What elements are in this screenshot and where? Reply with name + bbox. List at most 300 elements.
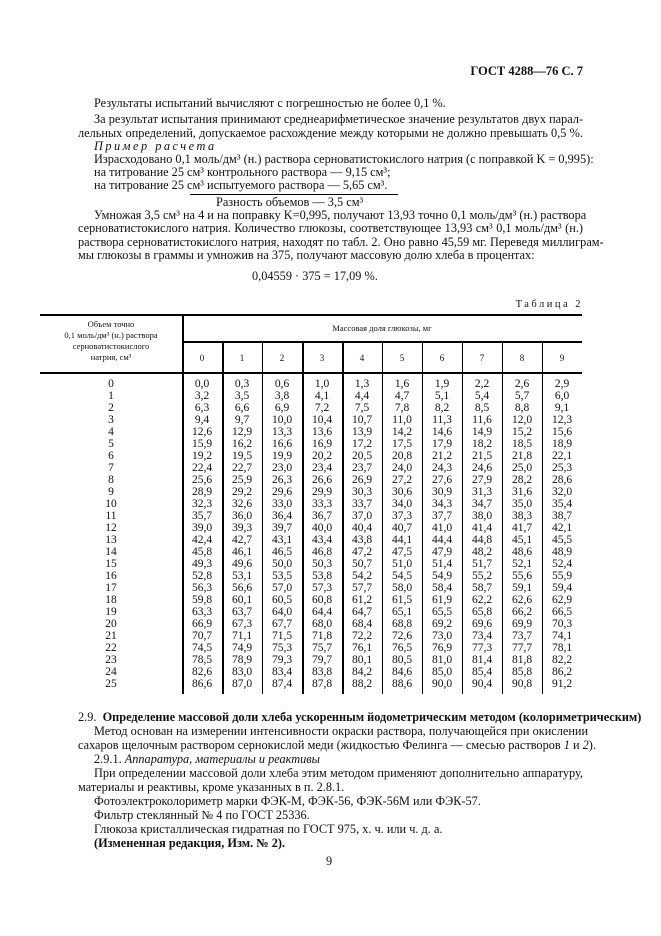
table-cell: 76,5 <box>391 642 413 654</box>
table-cell: 40,7 <box>391 522 413 534</box>
table-cell: 22,4 <box>191 462 213 474</box>
row-volume: 10 <box>105 498 117 510</box>
table-cell: 78,5 <box>191 654 213 666</box>
paragraph-line: Израсходовано 0,1 моль/дм³ (н.) раствора серноватистокислого натрия (с поправкой K = 0,995): <box>94 152 594 166</box>
column-header: 3 <box>319 353 325 363</box>
table-cell: 21,5 <box>471 450 493 462</box>
amendment-note: (Измененная редакция, Изм. № 2). <box>94 836 286 850</box>
table-cell: 80,1 <box>351 654 373 666</box>
paragraph-line: Метод основан на измерении интенсивности окраски раствора, получающейся при окислении <box>94 724 589 738</box>
table-cell: 25,0 <box>511 462 533 474</box>
table-cell: 1,9 <box>434 378 450 390</box>
table-cell: 88,2 <box>351 678 373 690</box>
table-rule <box>422 341 423 694</box>
table-cell: 87,4 <box>271 678 293 690</box>
table-cell: 32,0 <box>551 486 573 498</box>
table-cell: 6,3 <box>194 402 210 414</box>
table-cell: 42,1 <box>551 522 573 534</box>
table-cell: 73,7 <box>511 630 533 642</box>
table-cell: 45,5 <box>551 534 573 546</box>
table-cell: 81,0 <box>431 654 453 666</box>
table-cell: 4,4 <box>354 390 370 402</box>
table-cell: 36,0 <box>231 510 253 522</box>
table-cell: 68,8 <box>391 618 413 630</box>
table-cell: 61,5 <box>391 594 413 606</box>
table-cell: 48,9 <box>551 546 573 558</box>
table-cell: 57,7 <box>351 582 373 594</box>
table-cell: 7,8 <box>394 402 410 414</box>
paragraph-line: Глюкоза кристаллическая гидратная по ГОСТ 975, х. ч. или ч. д. а. <box>94 822 443 836</box>
table-cell: 44,1 <box>391 534 413 546</box>
table-cell: 15,6 <box>551 426 573 438</box>
table-cell: 29,9 <box>311 486 333 498</box>
table-cell: 16,2 <box>231 438 253 450</box>
table-cell: 50,7 <box>351 558 373 570</box>
table-cell: 73,4 <box>471 630 493 642</box>
table-cell: 8,8 <box>514 402 530 414</box>
table-cell: 50,0 <box>271 558 293 570</box>
row-volume: 6 <box>108 450 114 462</box>
table-cell: 33,0 <box>271 498 293 510</box>
table-cell: 5,1 <box>434 390 450 402</box>
table-cell: 3,5 <box>234 390 250 402</box>
row-volume: 17 <box>105 582 117 594</box>
column-header: 4 <box>359 353 365 363</box>
table-cell: 23,4 <box>311 462 333 474</box>
table-cell: 29,2 <box>231 486 253 498</box>
table-cell: 7,5 <box>354 402 370 414</box>
table-cell: 41,0 <box>431 522 453 534</box>
row-volume: 24 <box>105 666 117 678</box>
row-volume: 18 <box>105 594 117 606</box>
table-cell: 82,2 <box>551 654 573 666</box>
row-volume: 15 <box>105 558 117 570</box>
paragraph-line: Результаты испытаний вычисляют с погрешностью не более 0,1 %. <box>94 96 446 110</box>
paragraph-line: раствора серноватистокислого натрия, находят по табл. 2. Оно равно 45,59 мг. Переведя миллиграм- <box>78 235 604 249</box>
table-cell: 72,6 <box>391 630 413 642</box>
section-2-9-heading: 2.9. Определение массовой доли хлеба ускоренным йодометрическим методом (колориметрическим) <box>78 710 642 724</box>
table-cell: 87,8 <box>311 678 333 690</box>
group-header: Массовая доля глюкозы, мг <box>332 323 432 333</box>
table-cell: 20,2 <box>311 450 333 462</box>
table-cell: 58,7 <box>471 582 493 594</box>
table-cell: 21,8 <box>511 450 533 462</box>
table-cell: 42,7 <box>231 534 253 546</box>
table-cell: 25,9 <box>231 474 253 486</box>
table-cell: 51,0 <box>391 558 413 570</box>
table-cell: 6,6 <box>234 402 250 414</box>
table-cell: 35,4 <box>551 498 573 510</box>
table-rule <box>182 314 184 694</box>
table-cell: 20,8 <box>391 450 413 462</box>
table-cell: 38,0 <box>471 510 493 522</box>
row-header: Объем точно 0,1 моль/дм³ (н.) раствора серноватистокислого натрия, см³ <box>64 319 158 362</box>
table-cell: 55,6 <box>511 570 533 582</box>
table-cell: 2,6 <box>514 378 530 390</box>
table-cell: 63,7 <box>231 606 253 618</box>
table-cell: 39,0 <box>191 522 213 534</box>
row-volume: 5 <box>108 438 114 450</box>
table-cell: 48,2 <box>471 546 493 558</box>
table-cell: 18,9 <box>551 438 573 450</box>
table-cell: 47,5 <box>391 546 413 558</box>
table-cell: 3,2 <box>194 390 210 402</box>
table-cell: 4,7 <box>394 390 410 402</box>
table-cell: 38,3 <box>511 510 533 522</box>
table-cell: 31,3 <box>471 486 493 498</box>
table-cell: 19,2 <box>191 450 213 462</box>
table-cell: 91,2 <box>551 678 573 690</box>
table-cell: 27,2 <box>391 474 413 486</box>
table-cell: 69,6 <box>471 618 493 630</box>
table-cell: 44,4 <box>431 534 453 546</box>
page-number: 9 <box>326 854 333 868</box>
difference-line: Разность объемов — 3,5 см³ <box>216 195 364 209</box>
table-cell: 34,7 <box>471 498 493 510</box>
formula: 0,04559 · 375 = 17,09 %. <box>252 269 378 283</box>
table-cell: 57,3 <box>311 582 333 594</box>
table-cell: 58,4 <box>431 582 453 594</box>
table-cell: 52,4 <box>551 558 573 570</box>
table-cell: 9,4 <box>194 414 210 426</box>
table-cell: 28,9 <box>191 486 213 498</box>
paragraph-line: При определении массовой доли хлеба этим методом применяют дополнительно аппаратуру, <box>94 766 583 780</box>
table-cell: 74,9 <box>231 642 253 654</box>
table-cell: 0,3 <box>234 378 250 390</box>
table-cell: 28,2 <box>511 474 533 486</box>
table-rule <box>222 341 224 694</box>
row-volume: 1 <box>108 390 114 402</box>
table-cell: 53,8 <box>311 570 333 582</box>
table-cell: 55,2 <box>471 570 493 582</box>
table-cell: 11,0 <box>392 414 412 426</box>
example-heading: Пример расчета <box>94 139 217 153</box>
table-cell: 11,6 <box>472 414 492 426</box>
table-cell: 23,7 <box>351 462 373 474</box>
table-cell: 35,0 <box>511 498 533 510</box>
table-cell: 41,7 <box>511 522 533 534</box>
table-cell: 70,3 <box>551 618 573 630</box>
column-header: 7 <box>479 353 485 363</box>
table-cell: 22,7 <box>231 462 253 474</box>
table-cell: 2,9 <box>554 378 570 390</box>
table-cell: 27,9 <box>471 474 493 486</box>
table-caption: Таблица 2 <box>515 299 583 310</box>
table-cell: 49,6 <box>231 558 253 570</box>
column-header: 0 <box>199 353 205 363</box>
table-cell: 84,6 <box>391 666 413 678</box>
table-cell: 50,3 <box>311 558 333 570</box>
row-volume: 8 <box>108 474 114 486</box>
table-cell: 17,2 <box>351 438 373 450</box>
table-rule <box>262 341 263 694</box>
table-cell: 77,3 <box>471 642 493 654</box>
table-cell: 0,0 <box>194 378 210 390</box>
table-cell: 11,3 <box>432 414 452 426</box>
table-cell: 40,0 <box>311 522 333 534</box>
table-cell: 60,8 <box>311 594 333 606</box>
row-volume: 16 <box>105 570 117 582</box>
table-cell: 46,8 <box>311 546 333 558</box>
row-volume: 25 <box>105 678 117 690</box>
table-cell: 66,9 <box>191 618 213 630</box>
table-cell: 26,6 <box>311 474 333 486</box>
table-cell: 19,5 <box>231 450 253 462</box>
table-cell: 55,9 <box>551 570 573 582</box>
table-cell: 17,9 <box>431 438 453 450</box>
table-cell: 22,1 <box>551 450 573 462</box>
table-cell: 46,5 <box>271 546 293 558</box>
table-cell: 48,6 <box>511 546 533 558</box>
table-cell: 76,9 <box>431 642 453 654</box>
table-cell: 84,2 <box>351 666 373 678</box>
table-cell: 66,2 <box>511 606 533 618</box>
table-cell: 74,5 <box>191 642 213 654</box>
table-cell: 52,1 <box>511 558 533 570</box>
table-cell: 54,5 <box>391 570 413 582</box>
table-cell: 12,0 <box>511 414 533 426</box>
table-cell: 14,2 <box>391 426 413 438</box>
table-cell: 82,6 <box>191 666 213 678</box>
table-cell: 59,4 <box>551 582 573 594</box>
table-cell: 16,6 <box>271 438 293 450</box>
table-cell: 10,7 <box>351 414 373 426</box>
table-cell: 90,4 <box>471 678 493 690</box>
paragraph-line: серноватистокислого натрия. Количество глюкозы, соответствующее 13,93 см³ 0,1 моль/дм³ (н.) <box>78 221 583 235</box>
table-cell: 83,8 <box>311 666 333 678</box>
paragraph-line: на титрование 25 см³ контрольного раствора — 9,15 см³; <box>94 165 391 179</box>
table-cell: 8,2 <box>434 402 450 414</box>
table-cell: 1,6 <box>394 378 410 390</box>
table-cell: 65,5 <box>431 606 453 618</box>
table-cell: 41,4 <box>471 522 493 534</box>
table-cell: 71,5 <box>271 630 293 642</box>
table-cell: 4,1 <box>314 390 330 402</box>
table-cell: 64,7 <box>351 606 373 618</box>
table-cell: 32,3 <box>191 498 213 510</box>
table-cell: 53,1 <box>231 570 253 582</box>
table-cell: 14,9 <box>471 426 493 438</box>
page-header: ГОСТ 4288—76 С. 7 <box>470 64 583 78</box>
table-cell: 78,9 <box>231 654 253 666</box>
table-cell: 9,7 <box>234 414 250 426</box>
table-cell: 6,0 <box>554 390 570 402</box>
table-cell: 34,0 <box>391 498 413 510</box>
table-cell: 39,3 <box>231 522 253 534</box>
table-cell: 47,2 <box>351 546 373 558</box>
table-cell: 49,3 <box>191 558 213 570</box>
table-cell: 69,9 <box>511 618 533 630</box>
table-cell: 34,3 <box>431 498 453 510</box>
paragraph-line: Умножая 3,5 см³ на 4 и на поправку K=0,995, получают 13,93 точно 0,1 моль/дм³ (н.) раствора <box>94 208 587 222</box>
table-cell: 90,0 <box>431 678 453 690</box>
table-cell: 27,6 <box>431 474 453 486</box>
table-cell: 72,2 <box>351 630 373 642</box>
table-cell: 24,0 <box>391 462 413 474</box>
table-cell: 68,4 <box>351 618 373 630</box>
table-cell: 71,8 <box>311 630 333 642</box>
table-cell: 30,6 <box>391 486 413 498</box>
table-cell: 24,3 <box>431 462 453 474</box>
table-cell: 40,4 <box>351 522 373 534</box>
table-cell: 1,0 <box>314 378 330 390</box>
table-cell: 86,2 <box>551 666 573 678</box>
table-cell: 26,9 <box>351 474 373 486</box>
table-cell: 85,8 <box>511 666 533 678</box>
table-cell: 56,6 <box>231 582 253 594</box>
table-cell: 61,2 <box>351 594 373 606</box>
table-cell: 53,5 <box>271 570 293 582</box>
table-cell: 36,4 <box>271 510 293 522</box>
row-volume: 23 <box>105 654 117 666</box>
table-cell: 43,4 <box>311 534 333 546</box>
table-cell: 79,7 <box>311 654 333 666</box>
row-volume: 7 <box>108 462 114 474</box>
table-cell: 67,3 <box>231 618 253 630</box>
table-cell: 52,8 <box>191 570 213 582</box>
table-cell: 66,5 <box>551 606 573 618</box>
table-cell: 85,4 <box>471 666 493 678</box>
table-cell: 43,8 <box>351 534 373 546</box>
table-cell: 10,4 <box>311 414 333 426</box>
column-header: 6 <box>439 353 445 363</box>
table-cell: 75,7 <box>311 642 333 654</box>
table-cell: 19,9 <box>271 450 293 462</box>
table-cell: 64,4 <box>311 606 333 618</box>
table-cell: 1,3 <box>354 378 370 390</box>
table-cell: 12,9 <box>231 426 253 438</box>
table-cell: 14,6 <box>431 426 453 438</box>
table-cell: 68,0 <box>311 618 333 630</box>
table-cell: 64,0 <box>271 606 293 618</box>
table-cell: 83,0 <box>231 666 253 678</box>
table-cell: 85,0 <box>431 666 453 678</box>
table-cell: 33,7 <box>351 498 373 510</box>
table-cell: 60,5 <box>271 594 293 606</box>
table-cell: 37,7 <box>431 510 453 522</box>
table-cell: 71,1 <box>231 630 253 642</box>
table-rule <box>502 341 503 694</box>
table-cell: 26,3 <box>271 474 293 486</box>
table-cell: 28,6 <box>551 474 573 486</box>
table-cell: 73,0 <box>431 630 453 642</box>
table-cell: 2,2 <box>474 378 490 390</box>
column-header: 2 <box>279 353 285 363</box>
table-cell: 63,3 <box>191 606 213 618</box>
paragraph-line: Фотоэлектроколориметр марки ФЭК-М, ФЭК-56, ФЭК-56М или ФЭК-57. <box>94 794 481 808</box>
table-cell: 12,3 <box>551 414 573 426</box>
table-cell: 51,4 <box>431 558 453 570</box>
paragraph-line: За результат испытания принимают среднеарифметическое значение результатов двух парал- <box>94 112 584 126</box>
table-cell: 31,6 <box>511 486 533 498</box>
table-cell: 46,1 <box>231 546 253 558</box>
table-cell: 13,9 <box>351 426 373 438</box>
table-cell: 69,2 <box>431 618 453 630</box>
table-cell: 62,6 <box>511 594 533 606</box>
row-volume: 19 <box>105 606 117 618</box>
row-volume: 0 <box>108 378 114 390</box>
table-cell: 88,6 <box>391 678 413 690</box>
row-volume: 20 <box>105 618 117 630</box>
table-cell: 18,5 <box>511 438 533 450</box>
table-cell: 37,3 <box>391 510 413 522</box>
row-volume: 21 <box>105 630 117 642</box>
row-volume: 11 <box>105 510 117 522</box>
table-cell: 12,6 <box>191 426 213 438</box>
table-cell: 25,3 <box>551 462 573 474</box>
table-cell: 81,8 <box>511 654 533 666</box>
column-header: 9 <box>559 353 565 363</box>
row-volume: 4 <box>108 426 114 438</box>
table-cell: 47,9 <box>431 546 453 558</box>
table-cell: 76,1 <box>351 642 373 654</box>
table-cell: 33,3 <box>311 498 333 510</box>
row-volume: 22 <box>105 642 117 654</box>
table-cell: 32,6 <box>231 498 253 510</box>
table-rule <box>342 341 344 694</box>
table-cell: 44,8 <box>471 534 493 546</box>
row-volume: 14 <box>105 546 117 558</box>
table-cell: 86,6 <box>191 678 213 690</box>
column-header: 1 <box>239 353 245 363</box>
table-cell: 43,1 <box>271 534 293 546</box>
row-volume: 2 <box>108 402 114 414</box>
table-cell: 15,9 <box>191 438 213 450</box>
row-volume: 3 <box>108 414 114 426</box>
section-2-9-1-heading: 2.9.1. Аппаратура, материалы и реактивы <box>94 752 320 766</box>
table-rule <box>302 341 304 694</box>
table-cell: 30,9 <box>431 486 453 498</box>
table-cell: 59,1 <box>511 582 533 594</box>
row-volume: 13 <box>105 534 117 546</box>
table-cell: 75,3 <box>271 642 293 654</box>
table-cell: 16,9 <box>311 438 333 450</box>
table-rule <box>462 341 463 694</box>
table-cell: 9,1 <box>554 402 570 414</box>
table-cell: 35,7 <box>191 510 213 522</box>
table-cell: 24,6 <box>471 462 493 474</box>
table-cell: 62,9 <box>551 594 573 606</box>
table-cell: 10,0 <box>271 414 293 426</box>
table-cell: 87,0 <box>231 678 253 690</box>
table-cell: 80,5 <box>391 654 413 666</box>
column-header: 5 <box>399 353 405 363</box>
table-cell: 30,3 <box>351 486 373 498</box>
table-cell: 79,3 <box>271 654 293 666</box>
table-cell: 37,0 <box>351 510 373 522</box>
table-cell: 42,4 <box>191 534 213 546</box>
table-cell: 54,9 <box>431 570 453 582</box>
table-cell: 59,8 <box>191 594 213 606</box>
paragraph-line: сахаров щелочным раствором сернокислой меди (жидкостью Фелинга — смесью растворов 1 и 2). <box>78 738 596 752</box>
paragraph-line: Фильтр стеклянный № 4 по ГОСТ 25336. <box>94 808 310 822</box>
table-cell: 25,6 <box>191 474 213 486</box>
table-cell: 3,8 <box>274 390 290 402</box>
table-cell: 74,1 <box>551 630 573 642</box>
table-cell: 65,8 <box>471 606 493 618</box>
table-cell: 54,2 <box>351 570 373 582</box>
table-cell: 62,2 <box>471 594 493 606</box>
table-cell: 38,7 <box>551 510 573 522</box>
table-cell: 17,5 <box>391 438 413 450</box>
table-cell: 39,7 <box>271 522 293 534</box>
table-cell: 15,2 <box>511 426 533 438</box>
table-cell: 7,2 <box>314 402 330 414</box>
paragraph-line: лельных определений, допускаемое расхождение между которыми не должно превышать 0,5 %. <box>78 126 583 140</box>
table-cell: 77,7 <box>511 642 533 654</box>
table-cell: 5,7 <box>514 390 530 402</box>
table-cell: 61,9 <box>431 594 453 606</box>
